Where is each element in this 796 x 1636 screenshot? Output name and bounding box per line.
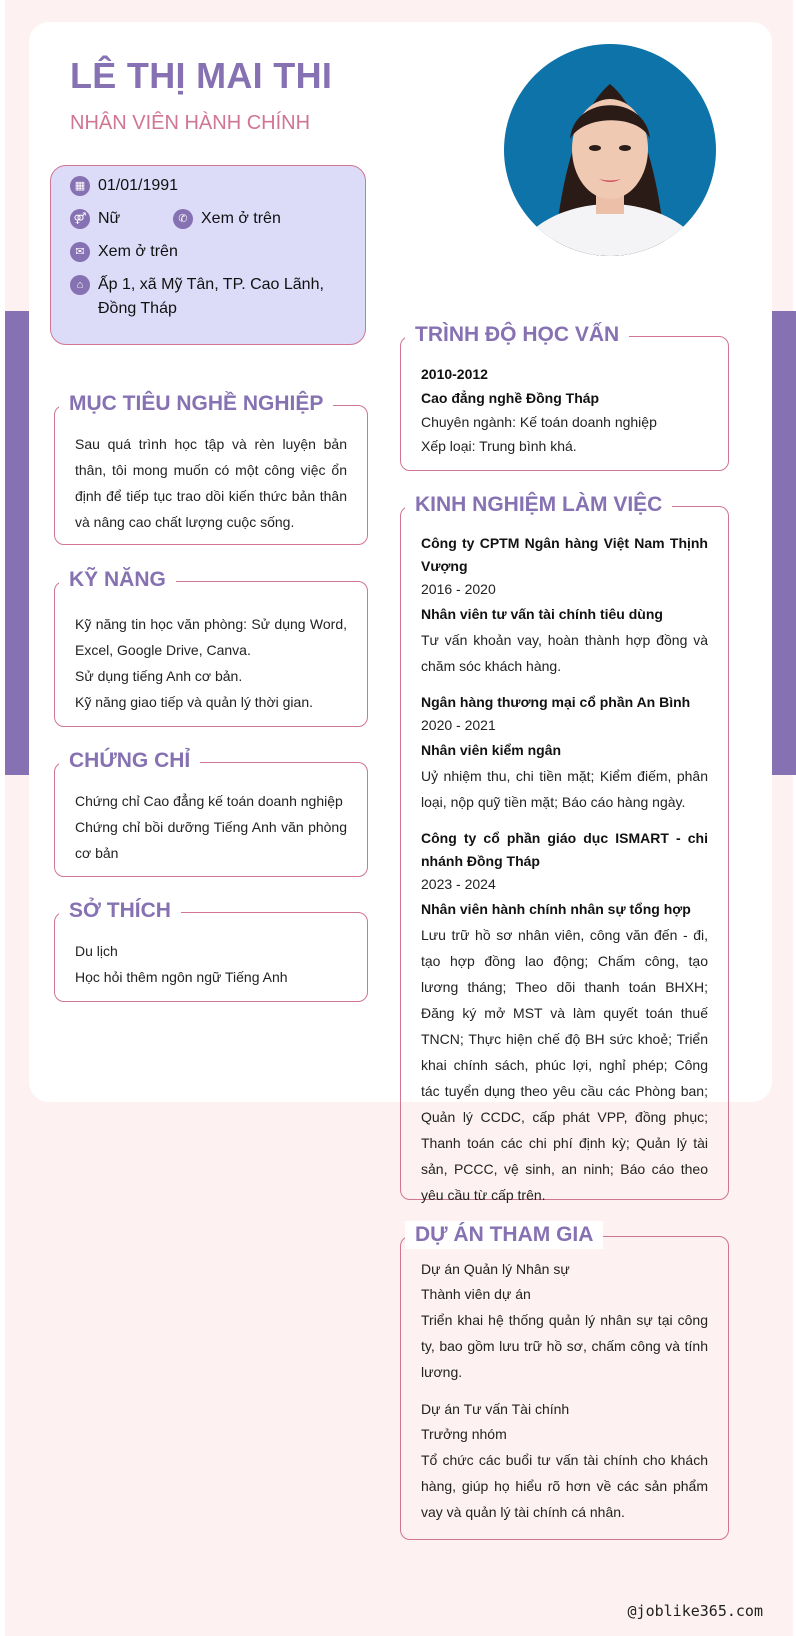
job-entry (421, 691, 708, 815)
profile-photo (504, 44, 716, 256)
watermark-text: @joblike365.com (627, 1602, 763, 1620)
skill-item: Kỹ năng tin học văn phòng: Sử dụng Word, Excel, Google Drive, Canva. (75, 616, 347, 658)
project-name: Dự án Tư vấn Tài chính (421, 1401, 570, 1417)
job-entry (421, 532, 708, 679)
calendar-icon: ▦ (70, 176, 90, 196)
job-period: 2020 - 2021 (421, 717, 496, 733)
education-school: Cao đẳng nghề Đồng Tháp (421, 390, 600, 406)
objective-section (54, 392, 368, 545)
objective-text (75, 431, 347, 535)
hobbies-list (75, 938, 347, 990)
section-title: KỸ NĂNG (59, 566, 176, 594)
project-role: Thành viên dự án (421, 1286, 531, 1302)
job-description: Uỷ nhiệm thu, chi tiền mặt; Kiểm điếm, phân loại, nộp quỹ tiền mặt; Báo cáo hàng ngày. (421, 768, 708, 810)
certificates-list (75, 788, 347, 866)
objective-paragraph: Sau quá trình học tập và rèn luyện bản thân, tôi mong muốn có một công việc ổn định để tiếp tục trao dồi kiến thức bản thân và nâng cao chất lượng cuộc sống. (75, 436, 347, 530)
job-role: Nhân viên hành chính nhân sự tổng hợp (421, 901, 691, 917)
project-description: Triển khai hệ thống quản lý nhân sự tại công ty, bao gồm lưu trữ hồ sơ, chấm công và tính lương. (421, 1312, 708, 1380)
home-icon: ⌂ (70, 275, 90, 295)
project-role: Trưởng nhóm (421, 1426, 507, 1442)
project-entry (421, 1397, 708, 1525)
education-entry (421, 362, 708, 458)
job-company: Ngân hàng thương mại cổ phần An Bình (421, 694, 691, 710)
education-major: Chuyên ngành: Kế toán doanh nghiệp (421, 414, 657, 430)
certificate-item: Chứng chỉ bồi dưỡng Tiếng Anh văn phòng cơ bản (75, 819, 347, 861)
birthday-text: 01/01/1991 (98, 177, 179, 194)
hobby-item: Học hỏi thêm ngôn ngữ Tiếng Anh (75, 969, 288, 985)
project-name: Dự án Quản lý Nhân sự (421, 1261, 570, 1277)
job-entry (421, 827, 708, 1208)
section-title: MỤC TIÊU NGHỀ NGHIỆP (59, 390, 333, 418)
job-company: Công ty cổ phần giáo dục ISMART - chi nhánh Đồng Tháp (421, 830, 708, 869)
section-title: SỞ THÍCH (59, 897, 181, 925)
section-title: DỰ ÁN THAM GIA (405, 1221, 603, 1249)
job-company: Công ty CPTM Ngân hàng Việt Nam Thịnh Vượng (421, 535, 708, 574)
projects-section (400, 1223, 729, 1540)
certificate-item: Chứng chỉ Cao đẳng kế toán doanh nghiệp (75, 793, 343, 809)
phone-text: Xem ở trên (201, 210, 281, 227)
hobby-item: Du lịch (75, 943, 118, 959)
email-text: Xem ở trên (98, 243, 178, 260)
job-period: 2023 - 2024 (421, 876, 496, 892)
mail-icon: ✉ (70, 242, 90, 262)
gender-text: Nữ (98, 210, 121, 227)
address-line-2: Đồng Tháp (98, 300, 177, 317)
education-section (400, 323, 729, 471)
portrait-image (504, 44, 716, 256)
hobbies-section (54, 899, 368, 1002)
skill-item: Kỹ năng giao tiếp và quản lý thời gian. (75, 694, 314, 710)
skills-section (54, 568, 368, 727)
skill-item: Sử dụng tiếng Anh cơ bản. (75, 668, 243, 684)
job-period: 2016 - 2020 (421, 581, 496, 597)
projects-list (421, 1257, 708, 1525)
skills-list (75, 611, 347, 715)
education-grade: Xếp loại: Trung bình khá. (421, 438, 577, 454)
job-role: Nhân viên kiểm ngân (421, 742, 562, 758)
phone-icon: ✆ (173, 209, 193, 229)
section-title: TRÌNH ĐỘ HỌC VẤN (405, 321, 629, 349)
certificates-section (54, 749, 368, 877)
job-description: Lưu trữ hồ sơ nhân viên, công văn đến - đi, tạo hợp đồng lao động; Chấm công, tạo lương tháng; Theo dõi thanh toán BHXH; Đăng ký mở MST và làm quyết toán thuế TNCN; Thực hiện chế độ BH sức khoẻ; Triển khai chính sách, phúc lợi, nghỉ phép; Công tác tuyển dụng theo yêu cầu các Phòng ban; Quản lý CCDC, cấp phát VPP, đồng phục; Thanh toán các chi phí định kỳ; Quản lý tài sản, PCCC, vệ sinh, an ninh; Báo cáo theo yêu cầu từ cấp trên. (421, 927, 708, 1203)
job-description: Tư vấn khoản vay, hoàn thành hợp đồng và chăm sóc khách hàng. (421, 632, 708, 674)
section-title: KINH NGHIỆM LÀM VIỆC (405, 491, 672, 519)
candidate-name: LÊ THỊ MAI THI (70, 55, 333, 96)
experience-list (421, 532, 708, 1208)
left-accent-band (5, 311, 29, 775)
job-role: Nhân viên tư vấn tài chính tiêu dùng (421, 606, 663, 622)
right-accent-band (772, 311, 796, 775)
gender-icon: ⚤ (70, 209, 90, 229)
project-description: Tổ chức các buổi tư vấn tài chính cho khách hàng, giúp họ hiểu rõ hơn về các sản phẩm vay và quản lý tài chính cá nhân. (421, 1452, 708, 1520)
contact-box (50, 165, 366, 345)
experience-section (400, 493, 729, 1203)
education-period: 2010-2012 (421, 366, 488, 382)
section-title: CHỨNG CHỈ (59, 747, 200, 775)
job-title: NHÂN VIÊN HÀNH CHÍNH (70, 112, 311, 134)
project-entry (421, 1257, 708, 1385)
address-line-1: Ấp 1, xã Mỹ Tân, TP. Cao Lãnh, (98, 276, 324, 293)
